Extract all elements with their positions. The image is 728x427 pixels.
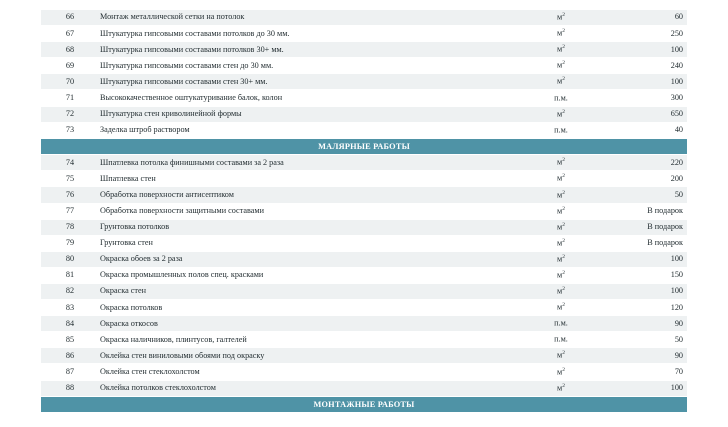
unit-exponent: 2 (562, 382, 565, 389)
row-number: 85 (65, 334, 75, 344)
unit-label: м (557, 238, 563, 248)
unit-label: м (557, 367, 563, 377)
price-table (41, 10, 687, 413)
row-number: 75 (65, 173, 75, 183)
unit-cell (530, 29, 592, 38)
price-value: 220 (670, 157, 683, 167)
unit-label: м (557, 28, 563, 38)
unit-exponent: 2 (562, 76, 565, 83)
unit-exponent: 2 (562, 189, 565, 196)
table-row (41, 10, 687, 26)
row-number: 80 (65, 254, 75, 264)
unit-exponent: 2 (562, 28, 565, 35)
row-number: 78 (65, 222, 75, 232)
unit-cell (530, 384, 592, 393)
work-name: Оклейка стен стеклохолстом (100, 367, 200, 376)
unit-cell (530, 351, 592, 360)
unit-cell (530, 61, 592, 70)
price-value: 100 (670, 254, 683, 264)
work-name: Оклейка стен виниловыми обоями под окраску (100, 351, 265, 360)
unit-label: п.м. (554, 335, 568, 345)
section-header: МОНТАЖНЫЕ РАБОТЫ (41, 397, 687, 414)
table-row (41, 155, 687, 171)
unit-cell (530, 191, 592, 200)
unit-exponent: 2 (562, 350, 565, 357)
price-value: 100 (670, 286, 683, 296)
unit-label: м (557, 158, 563, 168)
row-number: 87 (65, 366, 75, 376)
table-row (41, 268, 687, 284)
work-name: Заделка штроб раствором (100, 126, 190, 135)
table-row (41, 204, 687, 220)
price-value: В подарок (647, 222, 683, 232)
price-value: 40 (674, 125, 683, 135)
unit-cell (530, 255, 592, 264)
table-row (41, 220, 687, 236)
price-value: 50 (674, 334, 683, 344)
table-row (41, 332, 687, 348)
row-number: 76 (65, 189, 75, 199)
unit-exponent: 2 (562, 221, 565, 228)
unit-label: м (557, 302, 563, 312)
row-number: 82 (65, 286, 75, 296)
price-value: 240 (670, 60, 683, 70)
unit-exponent: 2 (562, 237, 565, 244)
work-name: Окраска потолков (100, 303, 163, 312)
price-value: 60 (674, 12, 683, 22)
table-row (41, 58, 687, 74)
row-number: 72 (65, 109, 75, 118)
work-name: Оклейка потолков стеклохолстом (100, 384, 216, 392)
table-row (41, 236, 687, 252)
price-value: 70 (674, 366, 683, 376)
unit-label: м (557, 61, 563, 71)
table-row (41, 74, 687, 90)
table-row (41, 107, 687, 123)
work-name: Окраска промышленных полов спец. красками (100, 271, 264, 280)
work-name: Окраска стен (100, 287, 147, 296)
work-name: Штукатурка гипсовыми составами стен 30+ мм. (100, 77, 268, 86)
unit-label: м (557, 45, 563, 54)
unit-exponent: 2 (562, 108, 565, 115)
unit-exponent: 2 (562, 302, 565, 309)
work-name: Обработка поверхности антисептиком (100, 190, 234, 199)
unit-exponent: 2 (562, 173, 565, 180)
work-name: Окраска обоев за 2 раза (100, 255, 183, 264)
work-name: Штукатурка гипсовыми составами потолков 30+ мм. (100, 45, 284, 54)
unit-label: м (557, 222, 563, 232)
table-row (41, 316, 687, 332)
price-value: В подарок (647, 205, 683, 215)
unit-label: м (557, 77, 563, 87)
unit-exponent: 2 (562, 205, 565, 212)
unit-cell (530, 126, 592, 135)
unit-cell (530, 174, 592, 183)
table-row (41, 348, 687, 364)
row-number: 68 (65, 44, 75, 54)
unit-cell (530, 287, 592, 296)
unit-exponent: 2 (562, 286, 565, 293)
table-row (41, 123, 687, 139)
work-name: Шпатлевка стен (100, 174, 156, 183)
table-row (41, 364, 687, 380)
unit-cell (530, 271, 592, 280)
row-number: 71 (65, 92, 75, 102)
work-name: Окраска откосов (100, 319, 158, 328)
unit-cell (530, 77, 592, 86)
unit-label: м (557, 286, 563, 296)
unit-cell (530, 94, 592, 103)
unit-cell (530, 303, 592, 312)
table-row (41, 284, 687, 300)
table-row (41, 171, 687, 187)
price-value: 650 (670, 109, 683, 118)
unit-exponent: 2 (562, 157, 565, 164)
unit-exponent: 2 (562, 60, 565, 67)
unit-exponent: 2 (562, 269, 565, 276)
unit-label: м (557, 383, 563, 393)
table-row (41, 90, 687, 106)
unit-label: м (557, 109, 563, 119)
unit-label: п.м. (554, 93, 568, 103)
row-number: 70 (65, 76, 75, 86)
unit-exponent: 2 (562, 12, 565, 19)
unit-cell (530, 110, 592, 119)
price-value: 250 (670, 28, 683, 38)
row-number: 69 (65, 60, 75, 70)
price-value: 150 (670, 270, 683, 280)
row-number: 88 (65, 383, 75, 392)
row-number: 67 (65, 28, 75, 38)
row-number: 86 (65, 350, 75, 360)
unit-label: п.м. (554, 319, 568, 328)
work-name: Штукатурка гипсовыми составами стен до 30 мм. (100, 61, 274, 70)
work-name: Грунтовка стен (100, 239, 153, 248)
work-name: Окраска наличников, плинтусов, галтелей (100, 335, 247, 344)
unit-cell (530, 335, 592, 344)
table-row (41, 42, 687, 58)
table-row (41, 26, 687, 42)
unit-cell (530, 223, 592, 232)
table-row (41, 252, 687, 268)
unit-label: п.м. (554, 125, 568, 135)
unit-cell (530, 239, 592, 248)
price-value: 90 (674, 350, 683, 360)
price-value: 50 (674, 189, 683, 199)
row-number: 84 (65, 318, 75, 328)
table-row (41, 300, 687, 316)
unit-label: м (557, 12, 563, 22)
unit-exponent: 2 (562, 44, 565, 51)
price-value: 200 (670, 173, 683, 183)
table-row (41, 187, 687, 203)
work-name: Шпатлевка потолка финишными составами за 2 раза (100, 158, 284, 167)
unit-label: м (557, 190, 563, 200)
unit-label: м (557, 351, 563, 361)
row-number: 77 (65, 205, 75, 215)
price-value: 100 (670, 44, 683, 54)
unit-exponent: 2 (562, 366, 565, 373)
row-number: 79 (65, 238, 75, 248)
price-value: 300 (670, 92, 683, 102)
price-value: 100 (670, 383, 683, 392)
unit-exponent: 2 (562, 253, 565, 260)
table-row (41, 381, 687, 397)
unit-label: м (557, 206, 563, 216)
work-name: Штукатурка стен криволинейной формы (100, 110, 242, 118)
price-value: 90 (674, 318, 683, 328)
row-number: 66 (65, 12, 75, 22)
row-number: 81 (65, 270, 75, 280)
work-name: Обработка поверхности защитными составами (100, 206, 264, 215)
unit-cell (530, 45, 592, 54)
price-value: 100 (670, 76, 683, 86)
unit-cell (530, 319, 592, 328)
unit-cell (530, 368, 592, 377)
row-number: 74 (65, 157, 75, 167)
price-value: В подарок (647, 238, 683, 248)
unit-label: м (557, 270, 563, 280)
unit-label: м (557, 174, 563, 184)
price-value: 120 (670, 302, 683, 312)
work-name: Высококачественное оштукатуривание балок, колон (100, 93, 283, 102)
work-name: Штукатурка гипсовыми составами потолков до 30 мм. (100, 29, 290, 38)
work-name: Грунтовка потолков (100, 223, 170, 232)
unit-cell (530, 207, 592, 216)
unit-cell (530, 13, 592, 22)
section-header: МАЛЯРНЫЕ РАБОТЫ (41, 139, 687, 156)
row-number: 83 (65, 302, 75, 312)
unit-cell (530, 158, 592, 167)
work-name: Монтаж металлической сетки на потолок (100, 13, 245, 22)
row-number: 73 (65, 125, 75, 135)
unit-label: м (557, 254, 563, 264)
